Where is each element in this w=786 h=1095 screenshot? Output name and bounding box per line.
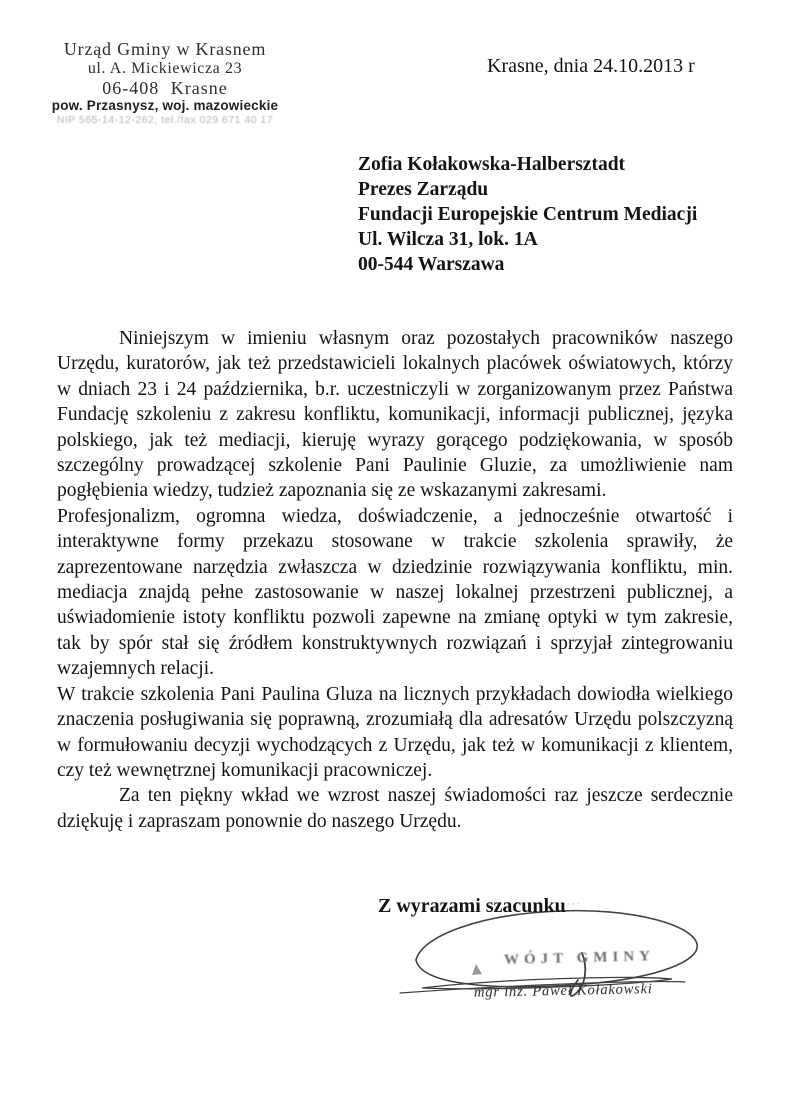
body-paragraph-4: Za ten piękny wkład we wzrost naszej świadomości raz jeszcze serdecznie dziękuję i zapraszam ponownie do naszego Urzędu. (57, 785, 733, 832)
letterhead-district: pow. Przasnysz, woj. mazowieckie (51, 97, 279, 113)
recipient-address-city: 00-544 Warszawa (358, 254, 505, 275)
pen-dots-artifact: ··· (567, 899, 582, 909)
letterhead-street: ul. A. Mickiewicza 23 (87, 59, 243, 77)
letterhead-stamp (50, 40, 280, 126)
official-stamp-text: WÓJT GMINY (503, 948, 656, 969)
signature-name: mgr inż. Paweł Kołakowski (473, 981, 653, 1001)
letterhead-office-name: Urząd Gminy w Krasnem (63, 39, 267, 59)
recipient-organization: Fundacji Europejskie Centrum Mediacji (358, 204, 698, 225)
recipient-block (358, 152, 697, 277)
letterhead-postal-city: 06-408 Krasne (102, 77, 228, 98)
letterhead-nip-phone: NIP 565-14-12-262, tel./fax 029 671 40 17 (56, 113, 274, 126)
recipient-title: Prezes Zarządu (358, 179, 489, 200)
letter-body (57, 326, 733, 834)
recipient-name: Zofia Kołakowska-Halbersztadt (358, 154, 626, 175)
body-paragraph-3: W trakcie szkolenia Pani Paulina Gluza na licznych przykładach dowiodła wielkiego znaczenia posługiwania się poprawną, zrozumiałą dla adresatów Urzędu polszczyzną w formułowaniu decyzji wychodzących z Urzędu, jak też w komunikacji z klientem, czy też wewnętrznej komunikacji pracowniczej. (57, 683, 733, 781)
recipient-address-street: Ul. Wilcza 31, lok. 1A (358, 229, 538, 250)
date-line: Krasne, dnia 24.10.2013 r (487, 55, 695, 77)
body-paragraph-1: Niniejszym w imieniu własnym oraz pozostałych pracowników naszego Urzędu, kuratorów, jak też przedstawicieli lokalnych placówek oświatowych, którzy w dniach 23 i 24 października, b.r. uczestniczyli w zorganizowanym przez Państwa Fundację szkoleniu z zakresu konfliktu, komunikacji, informacji publicznej, języka polskiego, jak też mediacji, kieruję wyrazy gorącego podziękowania, w sposób szczególny prowadzącej szkolenie Pani Paulinie Gluzie, za umożliwienie nam pogłębienia wiedzy, tudzież zapoznania się ze wskazanymi zakresami. (57, 328, 733, 502)
body-paragraph-2: Profesjonalizm, ogromna wiedza, doświadczenie, a jednocześnie otwartość i interaktywne formy przekazu stosowane w trakcie szkolenia sprawiły, że zaprezentowane narzędzia zwłaszcza w dziedzinie rozwiązywania konfliktu, min. mediacja znajdą pełne zastosowanie w naszej lokalnej przestrzeni publicznej, a uświadomienie istoty konfliktu pozwoli zapewne na zmianę optyki w tym zakresie, tak by spór stał się źródłem konstruktywnych rozwiązań i sprzyjał zintegrowaniu wzajemnych relacji. (57, 505, 733, 680)
closing-salutation: Z wyrazami szacunku (378, 895, 566, 917)
